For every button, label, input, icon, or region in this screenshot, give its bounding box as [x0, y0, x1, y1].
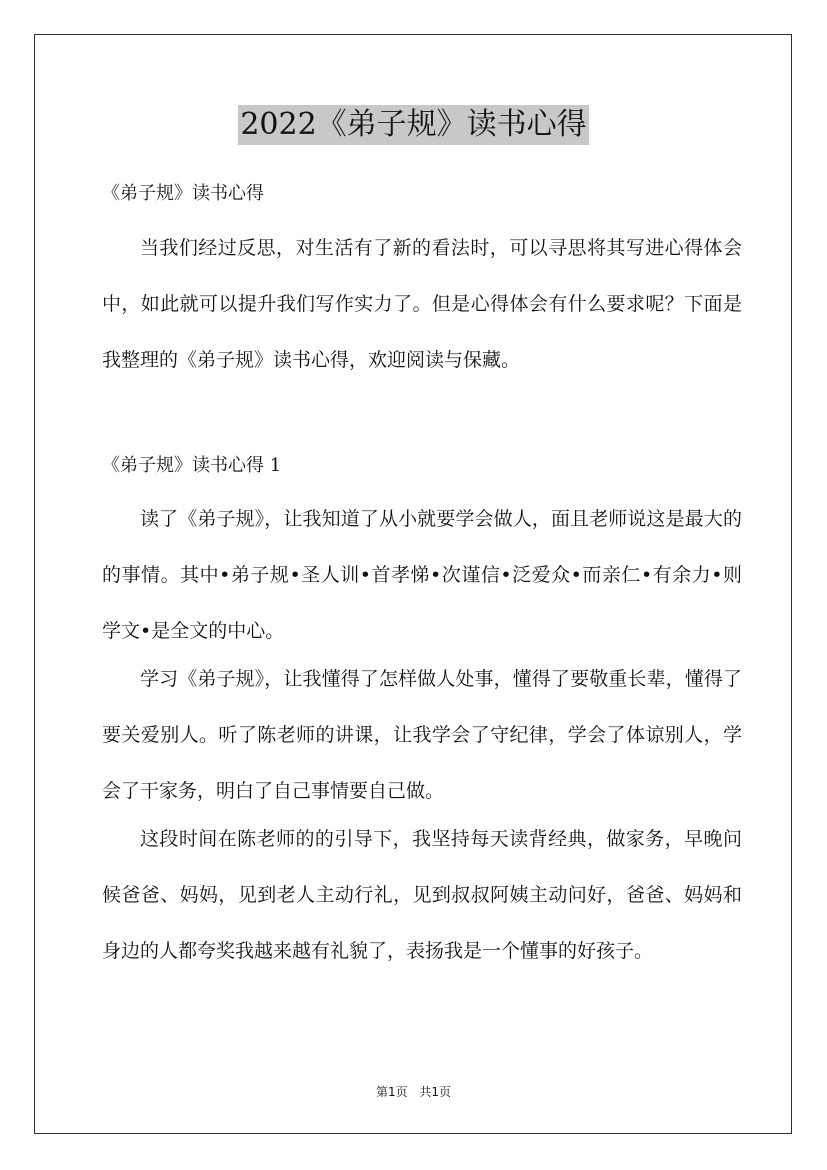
document-title-text: 2022《弟子规》读书心得	[238, 105, 588, 145]
document-title	[0, 103, 827, 143]
page-number: 第1页	[375, 1085, 408, 1099]
section-heading: 《弟子规》读书心得 1	[102, 455, 282, 476]
body-paragraph-1: 读了《弟子规》，让我知道了从小就要学会做人，面且老师说这是最大的的事情。其中•弟子规•圣人训•首孝悌•次谨信•泛爱众•而亲仁•有余力•则学文•是全文的中心。	[102, 508, 742, 642]
page-footer	[0, 1084, 827, 1100]
document-subtitle: 《弟子规》读书心得	[102, 183, 264, 204]
body-paragraph-3: 这段时间在陈老师的的引导下，我坚持每天读背经典，做家务，早晚问候爸爸、妈妈，见到老人主动行礼，见到叔叔阿姨主动问好，爸爸、妈妈和身边的人都夸奖我越来越有礼貌了，表扬我是一个懂事的好孩子。	[102, 828, 742, 962]
page-total: 共1页	[419, 1085, 452, 1099]
intro-paragraph: 当我们经过反思，对生活有了新的看法时，可以寻思将其写进心得体会中，如此就可以提升我们写作实力了。但是心得体会有什么要求呢？下面是我整理的《弟子规》读书心得，欢迎阅读与保藏。	[102, 237, 742, 371]
body-paragraph-2: 学习《弟子规》，让我懂得了怎样做人处事，懂得了要敬重长辈，懂得了要关爱别人。听了陈老师的讲课，让我学会了守纪律，学会了体谅别人，学会了干家务，明白了自己事情要自己做。	[102, 668, 742, 802]
